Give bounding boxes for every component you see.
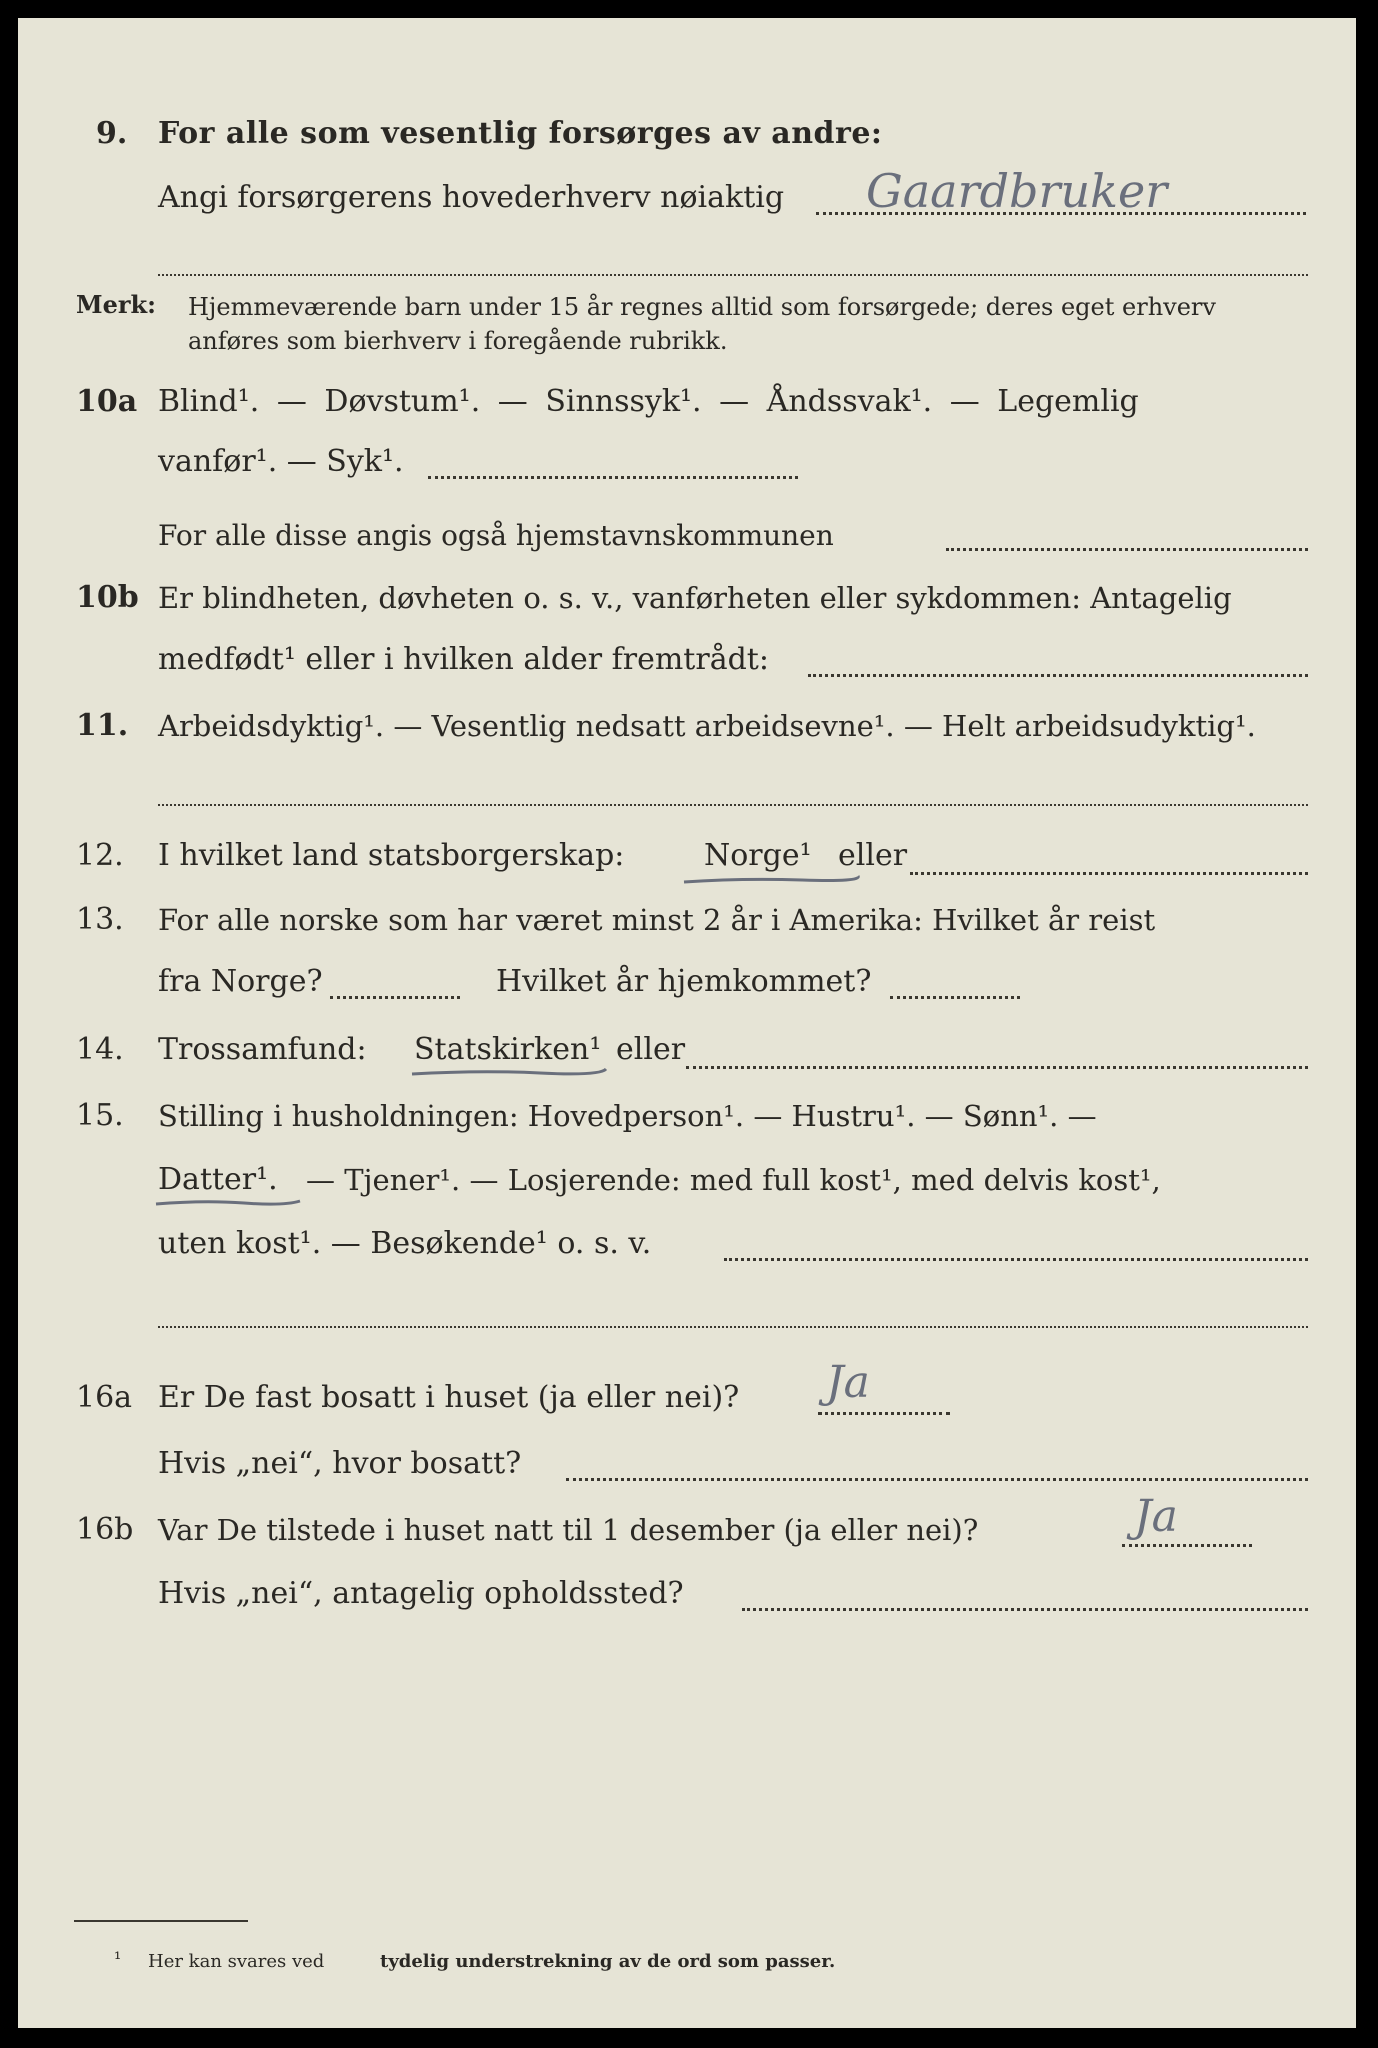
q13-line2a: fra Norge? [158,964,323,999]
q16b-line1: Var De tilstede i huset natt til 1 desember (ja eller nei)? [158,1513,979,1547]
q13-line2b: Hvilket år hjemkommet? [496,964,872,999]
q16a-answer-line [818,1412,950,1415]
q9-heading: For alle som vesentlig forsørges av andre: [158,116,883,151]
q11-number: 11. [76,708,129,743]
q9-prompt: Angi forsørgerens hovederhverv nøiaktig [158,180,785,215]
q15-underline-mark [154,1196,304,1216]
census-form-page [18,18,1356,2028]
q15-line1: Stilling i husholdningen: Hovedperson¹. — Hustru¹. — Sønn¹. — [158,1099,1097,1133]
q13-number: 13. [76,902,124,937]
footnote-text-b: tydelig understrekning av de ord som passer. [380,1951,836,1972]
q9-answer-handwriting: Gaardbruker [866,164,1168,218]
q16b-number: 16b [76,1512,134,1547]
merk-line1: Hjemmeværende barn under 15 år regnes alltid som forsørgede; deres eget erhverv [188,293,1216,321]
q10a-line1: Blind¹. — Døvstum¹. — Sinnssyk¹. — Åndssvak¹. — Legemlig [158,384,1139,419]
q10b-line1: Er blindheten, døvheten o. s. v., vanførheten eller sykdommen: Antagelig [158,581,1232,615]
q11-line1: Arbeidsdyktig¹. — Vesentlig nedsatt arbeidsevne¹. — Helt arbeidsudyktig¹. [158,709,1256,743]
footnote-text-a: Her kan svares ved [148,1951,325,1972]
merk-line2: anføres som bierhverv i foregående rubrikk. [188,327,728,355]
q12-norge: Norge¹ [704,838,812,873]
q10b-answer-line [808,674,1308,677]
q12-answer-line [910,872,1308,875]
q10a-number: 10a [76,384,138,419]
q10a-syk-line [428,476,798,479]
footnote-rule [74,1920,248,1922]
q16a-answer-handwriting: Ja [826,1357,870,1408]
q16b-line2: Hvis „nei“, antagelig opholdssted? [158,1576,684,1611]
q15-answer-line [724,1258,1308,1261]
q13-line1: For alle norske som har været minst 2 år i Amerika: Hvilket år reist [158,903,1156,937]
q10a-line3: For alle disse angis også hjemstavnskommunen [158,519,834,552]
q10b-line2: medfødt¹ eller i hvilken alder fremtrådt: [158,642,769,677]
q16a-line1: Er De fast bosatt i huset (ja eller nei)? [158,1380,740,1415]
q14-underline-mark [410,1066,610,1086]
q16a-bosatt-line [566,1478,1308,1481]
q10a-line2: vanfør¹. — Syk¹. [158,444,404,479]
q15-datter: Datter¹. [158,1162,278,1197]
q14-number: 14. [76,1032,124,1067]
q16b-answer-handwriting: Ja [1134,1491,1178,1542]
q9-number: 9. [96,116,128,151]
q13-hjemkommet-line [890,996,1020,999]
q13-reist-line [330,996,460,999]
q14-answer-line [686,1066,1308,1069]
q9-extra-line [158,274,1308,276]
q14-eller: eller [616,1032,686,1067]
q16a-number: 16a [76,1380,133,1415]
q16b-answer-line [1122,1544,1252,1547]
q12-number: 12. [76,838,124,873]
footnote-marker: ¹ [114,1949,122,1970]
q15-number: 15. [76,1098,124,1133]
q10b-number: 10b [76,580,139,615]
q15-extra-line [158,1326,1308,1328]
q14-text-a: Trossamfund: [158,1032,367,1067]
q16a-line2: Hvis „nei“, hvor bosatt? [158,1446,522,1481]
q12-eller: eller [838,838,908,873]
q15-line3: uten kost¹. — Besøkende¹ o. s. v. [158,1226,652,1261]
q12-underline-mark [682,872,862,896]
q12-text-a: I hvilket land statsborgerskap: [158,838,625,873]
q15-line2b: — Tjener¹. — Losjerende: med full kost¹, med delvis kost¹, [306,1163,1161,1197]
merk-label: Merk: [76,290,156,319]
q16b-opholdssted-line [742,1608,1308,1611]
q10a-hjemstavn-line [946,548,1308,551]
q11-answer-line [158,804,1308,806]
q14-statskirken: Statskirken¹ [414,1032,602,1067]
